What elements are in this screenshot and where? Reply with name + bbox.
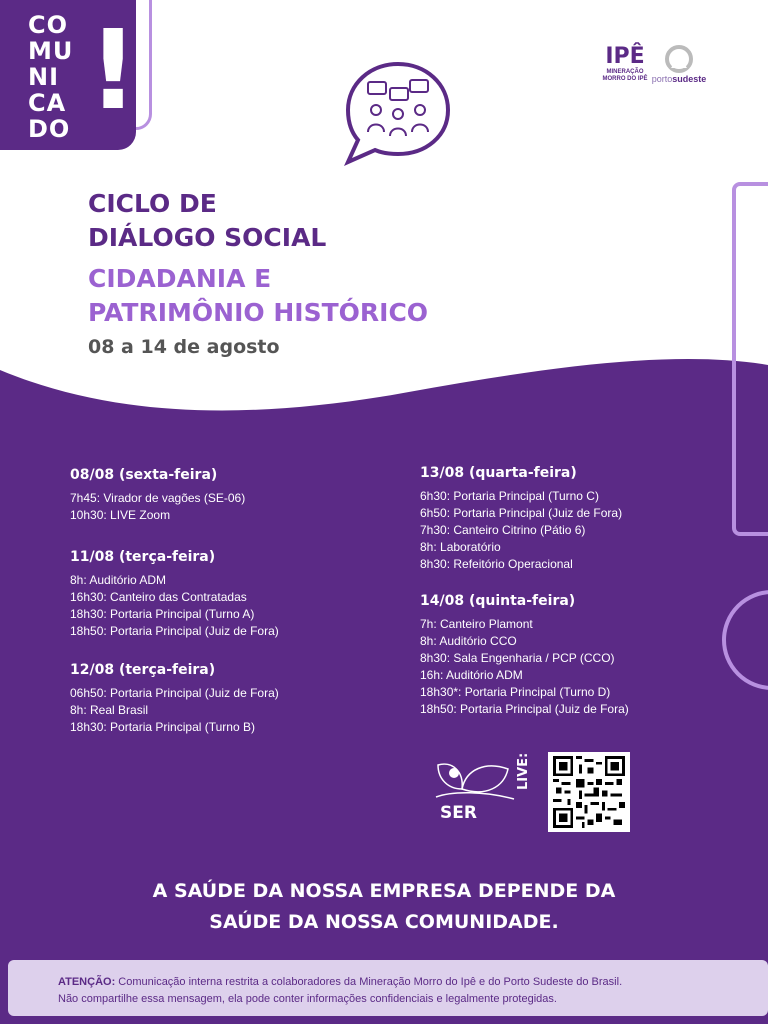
- schedule-item: 18h30*: Portaria Principal (Turno D): [420, 685, 611, 699]
- footer-line-1: Comunicação interna restrita a colaboradores da Mineração Morro do Ipê e do Porto Sudeste do Brasil.: [115, 976, 623, 988]
- schedule-item: 8h: Auditório ADM: [70, 573, 167, 587]
- schedule-item: 16h: Auditório ADM: [420, 668, 523, 682]
- schedule-item: 10h30: LIVE Zoom: [70, 508, 171, 522]
- footer-line-2: Não compartilhe essa mensagem, ela pode conter informações confidenciais e legalmente protegidas.: [58, 993, 557, 1005]
- schedule-day: [420, 464, 622, 573]
- schedule-item: 18h30: Portaria Principal (Turno B): [70, 720, 255, 734]
- schedule-item: 06h50: Portaria Principal (Juiz de Fora): [70, 686, 279, 700]
- schedule-item: 18h30: Portaria Principal (Turno A): [70, 607, 255, 621]
- live-label: LIVE:: [516, 752, 531, 790]
- schedule-item: 7h45: Virador de vagões (SE-06): [70, 491, 246, 505]
- badge-line: CO: [28, 11, 69, 39]
- comunicado-badge: [0, 0, 139, 150]
- ipe-logo-name: IPÊ: [605, 44, 645, 69]
- title-line-4: PATRIMÔNIO HISTÓRICO: [88, 298, 429, 327]
- schedule-item: 8h: Auditório CCO: [420, 634, 517, 648]
- schedule-item: 8h: Laboratório: [420, 540, 501, 554]
- porto-logo-a: porto: [651, 74, 673, 84]
- day-heading: 12/08 (terça-feira): [70, 662, 216, 678]
- slogan-line-1: A SAÚDE DA NOSSA EMPRESA DEPENDE DA: [152, 880, 616, 902]
- badge-line: MU: [28, 37, 74, 65]
- decorative-frame: [732, 182, 768, 536]
- title-line-3: CIDADANIA E: [88, 264, 272, 293]
- schedule-day: [70, 661, 279, 736]
- footer-notice: [8, 960, 768, 1016]
- schedule-item: 7h: Canteiro Plamont: [420, 617, 533, 631]
- ipe-logo-sub2: MORRO DO IPÊ: [602, 76, 648, 82]
- title-line-2: DIÁLOGO SOCIAL: [88, 223, 327, 252]
- qr-code-icon: [552, 756, 626, 828]
- badge-line: NI: [28, 63, 60, 91]
- porto-logo-b: sudeste: [672, 74, 707, 84]
- main-title: [88, 187, 326, 255]
- slogan-line-2: SAÚDE DA NOSSA COMUNIDADE.: [209, 911, 559, 933]
- schedule-day: [70, 466, 245, 524]
- slogan: [0, 876, 768, 938]
- schedule-item: 8h: Real Brasil: [70, 703, 149, 717]
- ser-label: SER: [440, 803, 477, 823]
- sub-title: [88, 262, 428, 330]
- schedule-item: 8h30: Sala Engenharia / PCP (CCO): [420, 651, 615, 665]
- badge-text: [28, 12, 73, 142]
- day-heading: 13/08 (quarta-feira): [420, 465, 577, 481]
- porto-sudeste-logo: [646, 44, 712, 92]
- schedule-day: [420, 592, 629, 718]
- schedule-day: [70, 548, 279, 640]
- dialogue-speech-icon: [340, 58, 456, 168]
- exclamation-mark: !: [88, 6, 139, 134]
- schedule-item: 18h50: Portaria Principal (Juiz de Fora): [70, 624, 279, 638]
- badge-line: CA: [28, 89, 67, 117]
- schedule-item: 7h30: Canteiro Citrino (Pátio 6): [420, 523, 586, 537]
- schedule-item: 6h50: Portaria Principal (Juiz de Fora): [420, 506, 623, 520]
- day-heading: 14/08 (quinta-feira): [420, 593, 576, 609]
- schedule-item: 18h50: Portaria Principal (Juiz de Fora): [420, 702, 629, 716]
- day-heading: 11/08 (terça-feira): [70, 549, 216, 565]
- day-heading: 08/08 (sexta-feira): [70, 467, 218, 483]
- ipe-logo-sub1: MINERAÇÃO: [606, 69, 644, 75]
- date-range: 08 a 14 de agosto: [88, 336, 280, 358]
- porto-sudeste-mark-icon: [663, 44, 695, 74]
- schedule-item: 8h30: Refeitório Operacional: [420, 557, 573, 571]
- attention-label: ATENÇÃO:: [58, 976, 116, 988]
- title-line-1: CICLO DE: [88, 189, 217, 218]
- schedule-item: 16h30: Canteiro das Contratadas: [70, 590, 247, 604]
- live-qr-code[interactable]: [548, 752, 630, 832]
- schedule-item: 6h30: Portaria Principal (Turno C): [420, 489, 599, 503]
- badge-line: DO: [28, 115, 71, 143]
